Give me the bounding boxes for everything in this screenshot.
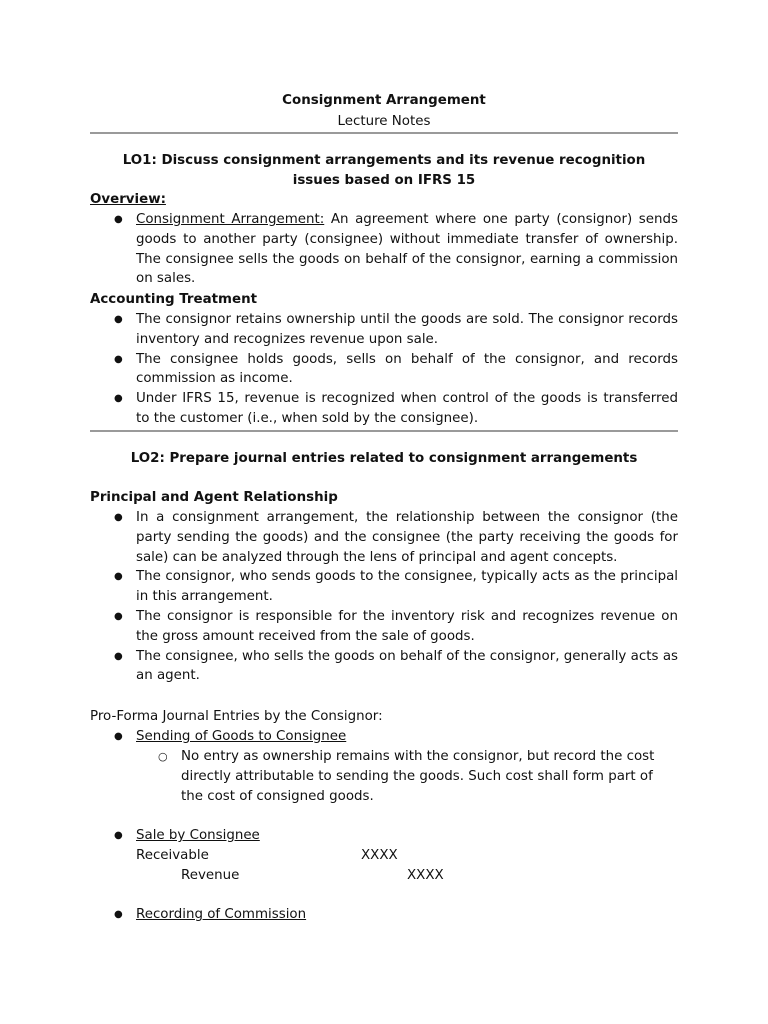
journal-debit-amount: XXXX [361, 848, 398, 863]
sending-goods-sublist [136, 747, 678, 806]
recording-commission-title: Recording of Commission [136, 907, 307, 922]
sale-by-consignee-title: Sale by Consignee [136, 828, 260, 843]
journal-credit-account: Revenue [181, 868, 240, 883]
sending-goods-title: Sending of Goods to Consignee [136, 729, 347, 744]
proforma-heading: Pro-Forma Journal Entries by the Consignor: [90, 709, 383, 724]
definition-text: An agreement where one party (consignor) sends goods to another party (consignee) without immediate transfer of ownership. The consignee sells the goods on behalf of the consignor, earning a commission on sales. [136, 212, 678, 287]
principal-agent-list [90, 508, 678, 686]
divider [90, 132, 678, 134]
bullet-icon: ● [114, 830, 123, 841]
overview-heading: Overview: [90, 192, 166, 207]
definition-term: Consignment Arrangement: [136, 212, 325, 227]
lo1-heading-line2: issues based on IFRS 15 [292, 173, 476, 188]
list-item: ● The consignor, who sends goods to the consignee, typically acts as the principal in this arrangement. [90, 567, 678, 607]
accounting-treatment-list [90, 310, 678, 429]
principal-agent-heading: Principal and Agent Relationship [90, 490, 338, 505]
list-item [90, 210, 678, 289]
journal-credit-amount: XXXX [407, 868, 444, 883]
list-item: ● Under IFRS 15, revenue is recognized when control of the goods is transferred to the customer (i.e., when sold by the consignee). [90, 389, 678, 429]
list-item: ● In a consignment arrangement, the relationship between the consignor (the party sending the goods) and the consignee (the party receiving the goods for sale) can be analyzed through the lens of principal and agent concepts. [90, 508, 678, 567]
accounting-treatment-heading: Accounting Treatment [90, 292, 258, 307]
lo1-heading-line1: LO1: Discuss consignment arrangements and its revenue recognition [122, 153, 646, 168]
lo1-heading [90, 151, 678, 191]
document-title: Consignment Arrangement [282, 93, 486, 108]
bullet-icon: ● [114, 731, 123, 742]
list-item: ● The consignee, who sells the goods on behalf of the consignor, generally acts as an agent. [90, 647, 678, 687]
list-item: ● The consignor is responsible for the inventory risk and recognizes revenue on the gross amount received from the sale of goods. [90, 607, 678, 647]
lo2-heading: LO2: Prepare journal entries related to consignment arrangements [130, 451, 638, 466]
journal-debit-account: Receivable [136, 848, 209, 863]
bullet-icon: ● [114, 909, 123, 920]
list-item: ● The consignor retains ownership until the goods are sold. The consignor records inventory and recognizes revenue upon sale. [90, 310, 678, 350]
divider [90, 430, 678, 432]
overview-list [90, 210, 678, 289]
document-subtitle: Lecture Notes [337, 114, 431, 129]
list-item: ○ No entry as ownership remains with the consignor, but record the cost directly attributable to sending the goods. Such cost shall form part of the cost of consigned goods. [136, 747, 678, 806]
list-item: ● The consignee holds goods, sells on behalf of the consignor, and records commission as income. [90, 350, 678, 390]
